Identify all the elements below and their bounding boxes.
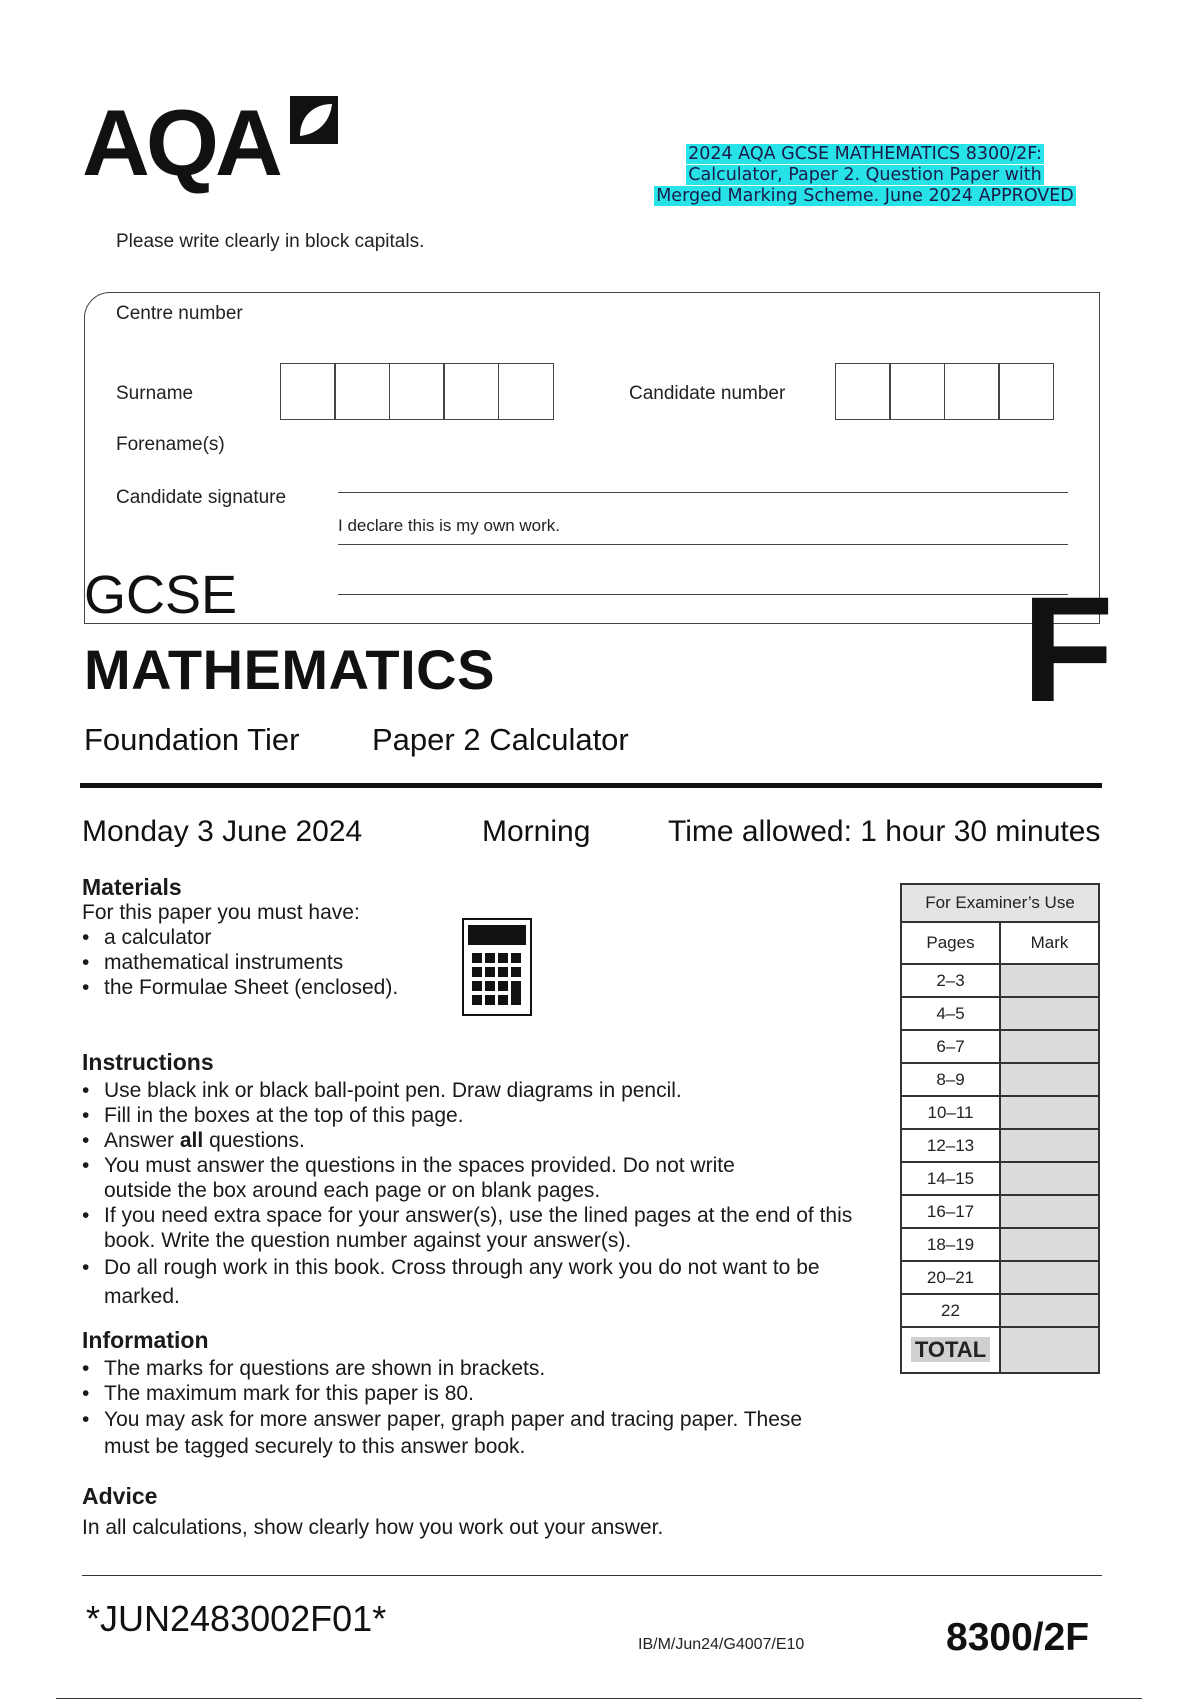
divider	[80, 783, 1102, 788]
mark-cell[interactable]	[1000, 1294, 1099, 1327]
mark-cell[interactable]	[1000, 1129, 1099, 1162]
table-row	[901, 1228, 1099, 1261]
pages-cell: 16–17	[901, 1195, 1000, 1228]
paper-code: 8300/2F	[946, 1616, 1090, 1659]
pages-cell: 18–19	[901, 1228, 1000, 1261]
paper-label: Paper 2 Calculator	[372, 722, 629, 757]
subject-title: MATHEMATICS	[84, 638, 495, 701]
table-row	[901, 1030, 1099, 1063]
list-item: • You may ask for more answer paper, graph paper and tracing paper. These must be tagged securely to this answer book.	[82, 1406, 804, 1460]
instructions-section	[82, 1050, 882, 1311]
list-item: • Answer all questions.	[82, 1128, 882, 1153]
table-row	[901, 997, 1099, 1030]
table-row	[901, 1327, 1099, 1373]
tier-label: Foundation Tier	[84, 722, 300, 757]
examiners-use-table	[900, 883, 1100, 1374]
aqa-leaf-icon	[286, 92, 342, 148]
list-item: • mathematical instruments	[82, 950, 502, 975]
list-item: • Do all rough work in this book. Cross through any work you do not want to be marked.	[82, 1253, 864, 1311]
table-row	[901, 1063, 1099, 1096]
table-row	[901, 1294, 1099, 1327]
information-heading: Information	[82, 1327, 209, 1353]
total-label: TOTAL	[901, 1327, 1000, 1373]
materials-heading: Materials	[82, 874, 182, 900]
information-section	[82, 1328, 882, 1460]
centre-number-boxes[interactable]	[281, 363, 554, 420]
instructions-heading: Instructions	[82, 1049, 214, 1075]
centre-number-label: Centre number	[116, 303, 243, 324]
pages-cell: 2–3	[901, 964, 1000, 997]
list-item: • The marks for questions are shown in brackets.	[82, 1356, 882, 1381]
pages-cell: 4–5	[901, 997, 1000, 1030]
block-capitals-note: Please write clearly in block capitals.	[116, 231, 425, 252]
forenames-label: Forename(s)	[116, 434, 225, 455]
advice-text: In all calculations, show clearly how you work out your answer.	[82, 1516, 664, 1539]
table-row	[901, 1096, 1099, 1129]
digit-box[interactable]	[889, 363, 945, 420]
table-title: For Examiner’s Use	[901, 884, 1099, 922]
list-item: • The maximum mark for this paper is 80.	[82, 1381, 882, 1406]
footer-divider	[82, 1575, 1102, 1576]
advice-section	[82, 1484, 882, 1540]
pages-cell: 12–13	[901, 1129, 1000, 1162]
mark-cell[interactable]	[1000, 1030, 1099, 1063]
bottom-divider	[56, 1698, 1142, 1699]
mark-cell[interactable]	[1000, 1063, 1099, 1096]
aqa-logo: AQA	[82, 90, 279, 195]
mark-cell[interactable]	[1000, 1096, 1099, 1129]
declaration-text: I declare this is my own work.	[338, 516, 561, 535]
pages-cell: 14–15	[901, 1162, 1000, 1195]
document-title: 2024 AQA GCSE MATHEMATICS 8300/2F: Calculator, Paper 2. Question Paper with Merged Marking Scheme. June 2024 APPROVED	[656, 144, 1074, 206]
table-row	[901, 1129, 1099, 1162]
digit-box[interactable]	[944, 363, 1000, 420]
mark-cell[interactable]	[1000, 1162, 1099, 1195]
list-item: • Use black ink or black ball-point pen. Draw diagrams in pencil.	[82, 1078, 882, 1103]
pages-cell: 8–9	[901, 1063, 1000, 1096]
pages-cell: 22	[901, 1294, 1000, 1327]
exam-session: Morning	[482, 815, 591, 848]
time-allowed: Time allowed: 1 hour 30 minutes	[668, 815, 1101, 848]
pages-cell: 6–7	[901, 1030, 1000, 1063]
pages-cell: 10–11	[901, 1096, 1000, 1129]
candidate-number-label: Candidate number	[629, 383, 786, 404]
list-item: • the Formulae Sheet (enclosed).	[82, 975, 502, 1000]
qualification-title: GCSE	[84, 565, 238, 625]
digit-box[interactable]	[835, 363, 891, 420]
digit-box[interactable]	[389, 363, 445, 420]
materials-intro: For this paper you must have:	[82, 901, 360, 924]
tier-letter: F	[1022, 565, 1114, 733]
candidate-number-boxes[interactable]	[836, 363, 1054, 420]
mark-cell[interactable]	[1000, 964, 1099, 997]
signature-label: Candidate signature	[116, 487, 287, 508]
pages-header: Pages	[901, 922, 1000, 964]
list-item: • a calculator	[82, 925, 502, 950]
materials-section	[82, 875, 502, 1000]
digit-box[interactable]	[334, 363, 390, 420]
list-item: • Fill in the boxes at the top of this page.	[82, 1103, 882, 1128]
mark-header: Mark	[1000, 922, 1099, 964]
calculator-icon	[462, 918, 532, 1016]
reference-code: IB/M/Jun24/G4007/E10	[638, 1636, 805, 1653]
forename-line[interactable]	[338, 544, 1068, 545]
table-row	[901, 964, 1099, 997]
mark-cell[interactable]	[1000, 1195, 1099, 1228]
pages-cell: 20–21	[901, 1261, 1000, 1294]
signature-line[interactable]	[338, 594, 1068, 595]
mark-cell[interactable]	[1000, 997, 1099, 1030]
list-item: • You must answer the questions in the spaces provided. Do not write outside the box around each page or on blank pages.	[82, 1153, 784, 1203]
mark-cell[interactable]	[1000, 1261, 1099, 1294]
table-row	[901, 1261, 1099, 1294]
list-item: • If you need extra space for your answer(s), use the lined pages at the end of this book. Write the question number against your answer(s).	[82, 1203, 884, 1253]
exam-date: Monday 3 June 2024	[82, 815, 363, 848]
table-row	[901, 1162, 1099, 1195]
digit-box[interactable]	[280, 363, 336, 420]
digit-box[interactable]	[498, 363, 554, 420]
surname-label: Surname	[116, 383, 194, 404]
surname-line[interactable]	[338, 492, 1068, 493]
digit-box[interactable]	[443, 363, 499, 420]
table-row	[901, 1195, 1099, 1228]
barcode-text: *JUN2483002F01*	[86, 1598, 387, 1639]
mark-cell[interactable]	[1000, 1228, 1099, 1261]
digit-box[interactable]	[998, 363, 1054, 420]
total-mark-cell[interactable]	[1000, 1327, 1099, 1373]
advice-heading: Advice	[82, 1483, 158, 1509]
